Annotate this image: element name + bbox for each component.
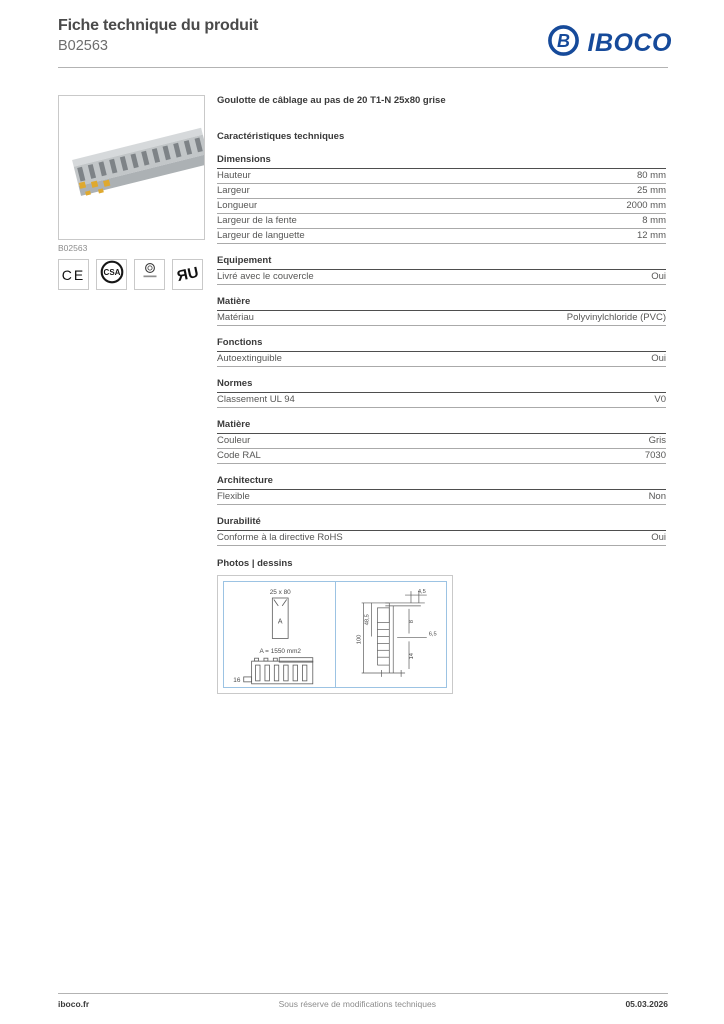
spec-row	[217, 214, 666, 229]
spec-group-normes	[217, 376, 666, 408]
svg-text:14: 14	[408, 653, 415, 660]
spec-value: 8 mm	[642, 215, 666, 226]
spec-value: Non	[648, 491, 666, 502]
spec-row	[217, 184, 666, 199]
spec-row	[217, 531, 666, 546]
section-title-photos-dessins: Photos | dessins	[217, 558, 293, 569]
ce-mark	[58, 259, 89, 290]
svg-text:8: 8	[408, 620, 415, 624]
spec-value: 12 mm	[636, 230, 666, 241]
spec-row	[217, 449, 666, 464]
svg-text:CSA: CSA	[103, 268, 120, 277]
footer-website-link[interactable]: iboco.fr	[58, 999, 90, 1009]
spec-label: Largeur de la fente	[217, 215, 297, 226]
spec-row	[217, 229, 666, 244]
spec-label: Largeur de languette	[217, 230, 305, 241]
spec-group-matiere-couleur	[217, 417, 666, 464]
spec-value: 7030	[644, 450, 666, 461]
spec-row	[217, 393, 666, 408]
spec-label: Longueur	[217, 200, 258, 211]
spec-label: Classement UL 94	[217, 394, 295, 405]
drawing-profile-panel	[335, 582, 447, 687]
spec-group-matiere-materiau	[217, 294, 666, 326]
svg-text:48,5: 48,5	[364, 614, 371, 626]
spec-main-column	[217, 95, 666, 694]
technical-drawings	[223, 581, 447, 688]
ce-mark-icon: CE	[61, 266, 86, 283]
spec-group-heading: Matière	[217, 294, 666, 311]
spec-value: 80 mm	[636, 170, 666, 181]
spec-value: 25 mm	[636, 185, 666, 196]
spec-row	[217, 311, 666, 326]
page-title: Fiche technique du produit	[58, 17, 259, 34]
svg-text:25 x 80: 25 x 80	[269, 589, 291, 597]
spec-row	[217, 352, 666, 367]
spec-row	[217, 199, 666, 214]
spec-label: Conforme à la directive RoHS	[217, 532, 343, 543]
spec-value: 2000 mm	[626, 200, 666, 211]
svg-text:4,5: 4,5	[417, 589, 426, 596]
drawing-cross-section-panel	[224, 582, 335, 687]
product-image-caption: B02563	[58, 243, 88, 253]
iboco-logo-text: IBOCO	[587, 28, 672, 57]
spec-group-heading: Equipement	[217, 253, 666, 270]
spec-value: Oui	[651, 271, 666, 282]
csa-mark	[96, 259, 127, 290]
spec-label: Autoextinguible	[217, 353, 282, 364]
approval-badge-icon	[139, 260, 161, 289]
spec-group-architecture	[217, 473, 666, 505]
spec-group-fonctions	[217, 335, 666, 367]
product-title: Goulotte de câblage au pas de 20 T1-N 25x80 grise	[217, 95, 446, 106]
spec-label: Code RAL	[217, 450, 261, 461]
product-code: B02563	[58, 38, 108, 54]
spec-group-heading: Normes	[217, 376, 666, 393]
spec-value: Oui	[651, 353, 666, 364]
footer-date: 05.03.2026	[625, 999, 668, 1009]
section-title-caracteristiques: Caractéristiques techniques	[217, 131, 345, 142]
footer	[58, 999, 668, 1009]
spec-group-heading: Fonctions	[217, 335, 666, 352]
svg-text:6,5: 6,5	[428, 631, 437, 638]
svg-text:A: A	[277, 618, 283, 626]
product-photo-cable-trunking	[59, 226, 204, 240]
technical-drawings-frame	[217, 575, 453, 694]
spec-label: Couleur	[217, 435, 251, 446]
iboco-logo	[546, 23, 672, 63]
spec-group-heading: Durabilité	[217, 514, 666, 531]
spec-label: Matériau	[217, 312, 254, 323]
profile-drawing	[336, 582, 447, 687]
spec-group-dimensions	[217, 152, 666, 244]
spec-row	[217, 169, 666, 184]
spec-label: Hauteur	[217, 170, 251, 181]
ul-recognized-mark	[172, 259, 203, 290]
svg-text:B: B	[556, 31, 570, 51]
header-divider	[58, 67, 668, 68]
spec-value: Polyvinylchloride (PVC)	[566, 312, 666, 323]
spec-value: Oui	[651, 532, 666, 543]
spec-row	[217, 270, 666, 285]
spec-group-heading: Dimensions	[217, 152, 666, 169]
spec-label: Largeur	[217, 185, 250, 196]
spec-value: Gris	[648, 435, 666, 446]
spec-group-heading: Matière	[217, 417, 666, 434]
spec-label: Livré avec le couvercle	[217, 271, 314, 282]
spec-value: V0	[654, 394, 666, 405]
spec-group-durabilite	[217, 514, 666, 546]
cross-section-drawing	[224, 582, 335, 687]
svg-text:100: 100	[356, 634, 363, 645]
certification-marks	[58, 259, 203, 290]
approval-badge	[134, 259, 165, 290]
footer-divider	[58, 993, 668, 994]
ul-recognized-icon: ЯU	[175, 263, 200, 286]
iboco-logo-mark-icon	[546, 23, 581, 63]
spec-group-equipement	[217, 253, 666, 285]
spec-row	[217, 490, 666, 505]
spec-group-heading: Architecture	[217, 473, 666, 490]
spec-label: Flexible	[217, 491, 250, 502]
svg-text:16: 16	[233, 676, 241, 684]
footer-disclaimer: Sous réserve de modifications techniques	[278, 999, 436, 1009]
spec-row	[217, 434, 666, 449]
svg-text:A = 1550 mm2: A = 1550 mm2	[259, 648, 301, 656]
csa-mark-icon	[99, 259, 125, 290]
product-image-frame	[58, 95, 205, 240]
